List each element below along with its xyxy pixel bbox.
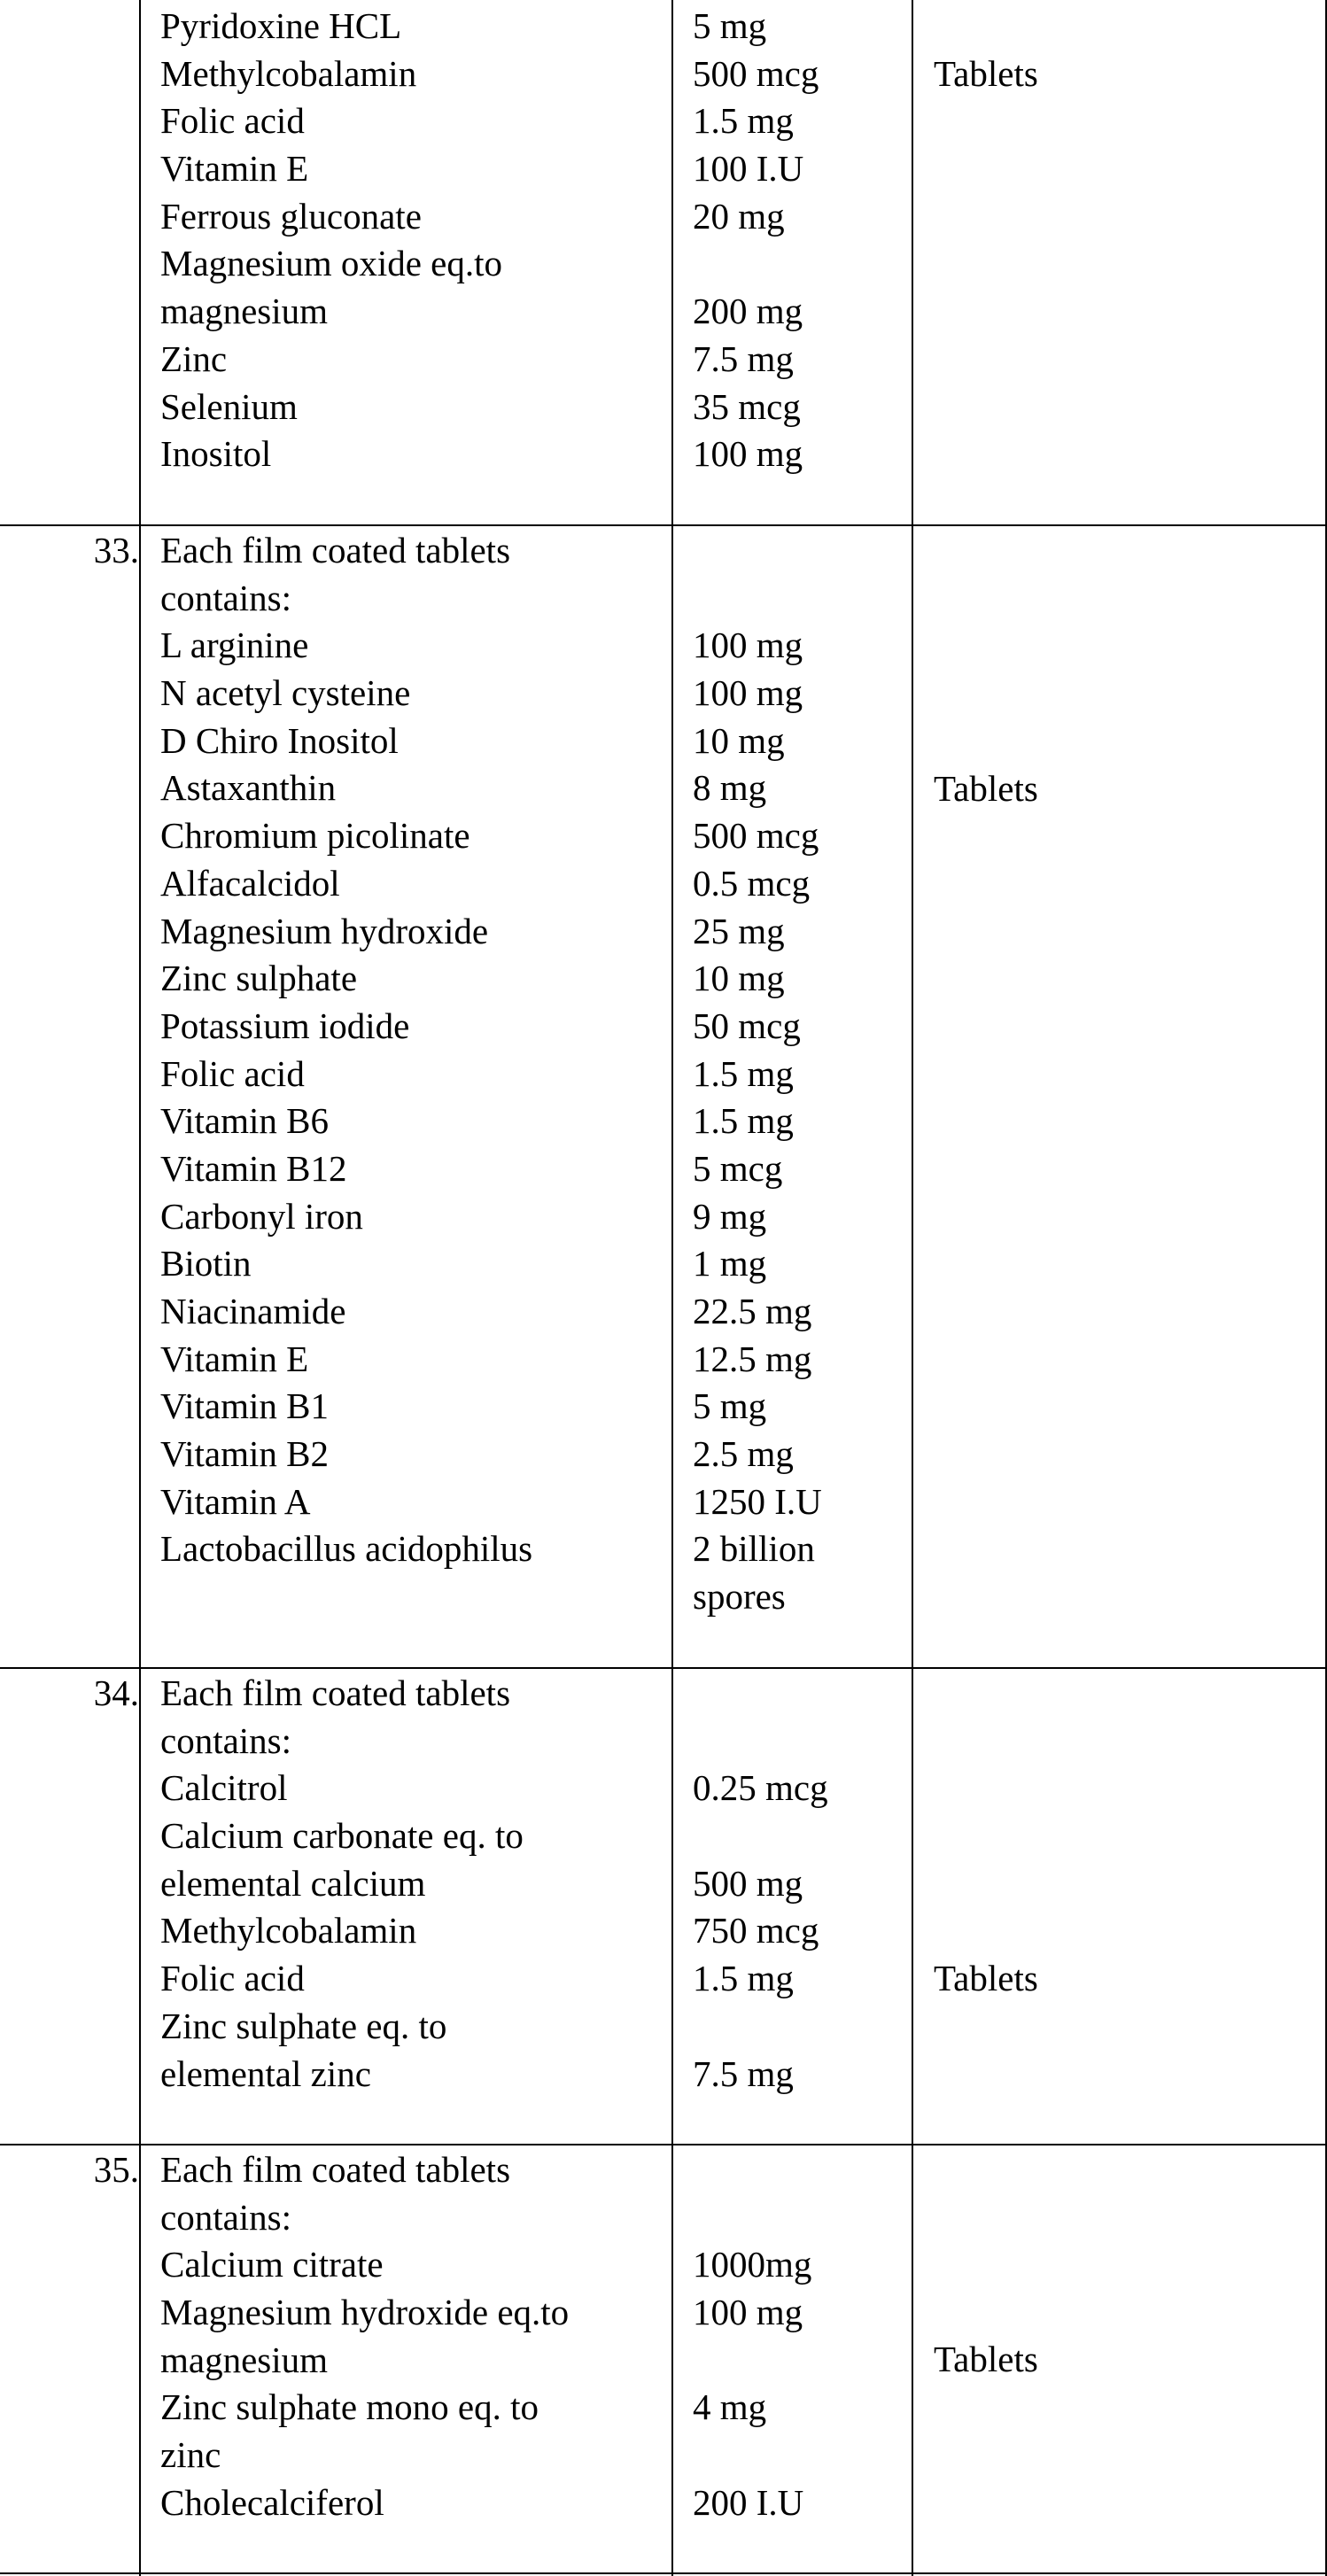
quantity-value: 5 mcg bbox=[693, 1147, 783, 1189]
quantity-value: 1000mg bbox=[693, 2244, 812, 2285]
quantity-value bbox=[693, 1812, 828, 1860]
ingredient-name: Vitamin B1 bbox=[160, 1385, 330, 1427]
ingredient-name: Magnesium oxide eq.to bbox=[160, 243, 503, 284]
quantity-value bbox=[693, 2432, 811, 2479]
quantity-value: 10 mg bbox=[693, 958, 785, 999]
ingredient-name: Vitamin E bbox=[160, 1338, 309, 1379]
quantity-value: 1.5 mg bbox=[693, 1100, 794, 1142]
row-number: 34. bbox=[93, 1672, 139, 1713]
quantity-value: 20 mg bbox=[693, 195, 785, 237]
quantity-value: 500 mcg bbox=[693, 815, 819, 857]
ingredient-name: Zinc sulphate mono eq. to bbox=[160, 2386, 539, 2428]
quantity-value: 8 mg bbox=[693, 767, 767, 809]
quantity-value: 2.5 mg bbox=[693, 1433, 794, 1475]
ingredient-name: Zinc sulphate bbox=[160, 958, 358, 999]
quantity-value: 10 mg bbox=[693, 719, 785, 761]
ingredient-name: D Chiro Inositol bbox=[160, 719, 399, 761]
quantity-value: 7.5 mg bbox=[693, 338, 794, 379]
quantity-value: 100 I.U bbox=[693, 148, 804, 190]
ingredient-name: Alfacalcidol bbox=[160, 862, 340, 904]
quantity-value bbox=[693, 575, 822, 623]
table-border-bottom bbox=[0, 2572, 1327, 2574]
ingredient-name: Zinc sulphate eq. to bbox=[160, 2005, 447, 2046]
quantity-value: 25 mg bbox=[693, 910, 785, 951]
quantity-value: 50 mcg bbox=[693, 1005, 801, 1046]
ingredient-name: Vitamin E bbox=[160, 148, 309, 190]
ingredient-list bbox=[160, 2146, 569, 2527]
ingredient-name: Magnesium hydroxide eq.to bbox=[160, 2292, 570, 2333]
ingredient-name: N acetyl cysteine bbox=[160, 672, 411, 714]
ingredient-name: elemental calcium bbox=[160, 1862, 426, 1904]
quantity-value: 1.5 mg bbox=[693, 100, 794, 142]
quantity-list bbox=[693, 2146, 811, 2527]
ingredient-name: Calcitrol bbox=[160, 1767, 288, 1809]
ingredient-name: Zinc bbox=[160, 338, 228, 379]
ingredient-name: Methylcobalamin bbox=[160, 52, 417, 94]
ingredient-name: magnesium bbox=[160, 291, 329, 332]
quantity-value: 1250 I.U bbox=[693, 1480, 822, 1522]
quantity-value: 200 I.U bbox=[693, 2481, 804, 2523]
quantity-value bbox=[693, 2194, 811, 2242]
ingredient-name: Astaxanthin bbox=[160, 767, 337, 809]
ingredient-name: Magnesium hydroxide bbox=[160, 910, 489, 951]
ingredient-name: magnesium bbox=[160, 2339, 329, 2380]
ingredient-name: Chromium picolinate bbox=[160, 815, 470, 857]
ingredient-name: Cholecalciferol bbox=[160, 2481, 384, 2523]
ingredient-name: Pyridoxine HCL bbox=[160, 5, 402, 46]
ingredient-name: Biotin bbox=[160, 1243, 252, 1284]
ingredient-name: Selenium bbox=[160, 385, 298, 427]
ingredient-name: elemental zinc bbox=[160, 2052, 371, 2094]
ingredient-name: Vitamin B12 bbox=[160, 1147, 347, 1189]
quantity-value: 4 mg bbox=[693, 2386, 767, 2428]
quantity-value: 2 billion bbox=[693, 1528, 815, 1570]
row-number: 35. bbox=[93, 2149, 139, 2190]
quantity-value: 100 mg bbox=[693, 672, 803, 714]
dosage-form: Tablets bbox=[934, 2339, 1038, 2379]
row-divider bbox=[0, 2144, 1327, 2145]
row-number: 33. bbox=[93, 530, 139, 570]
quantity-list bbox=[693, 527, 822, 1621]
table-border-left bbox=[139, 0, 141, 2576]
ingredient-name: Calcium carbonate eq. to bbox=[160, 1815, 524, 1857]
row-divider bbox=[0, 524, 1327, 526]
quantity-value: 5 mg bbox=[693, 1385, 767, 1427]
quantity-value bbox=[693, 1718, 828, 1765]
ingredient-name: Ferrous gluconate bbox=[160, 195, 422, 237]
ingredient-list bbox=[160, 1670, 524, 2098]
ingredient-name: Each film coated tablets bbox=[160, 1672, 511, 1713]
quantity-value: 9 mg bbox=[693, 1195, 767, 1237]
quantity-value bbox=[693, 527, 822, 575]
ingredient-name: Vitamin B2 bbox=[160, 1433, 330, 1475]
ingredient-name: Vitamin A bbox=[160, 1480, 311, 1522]
quantity-value: 100 mg bbox=[693, 2292, 803, 2333]
ingredient-name: Vitamin B6 bbox=[160, 1100, 330, 1142]
ingredient-name: Inositol bbox=[160, 433, 272, 475]
quantity-value bbox=[693, 2003, 828, 2051]
ingredient-name: Carbonyl iron bbox=[160, 1195, 363, 1237]
ingredient-list bbox=[160, 3, 502, 478]
ingredient-name: Folic acid bbox=[160, 1052, 305, 1094]
quantity-value: 1.5 mg bbox=[693, 1958, 794, 1999]
table-border-quantity bbox=[912, 0, 913, 2576]
quantity-value: 1 mg bbox=[693, 1243, 767, 1284]
quantity-value: 7.5 mg bbox=[693, 2052, 794, 2094]
dosage-form: Tablets bbox=[934, 53, 1038, 94]
quantity-value: 0.5 mcg bbox=[693, 862, 811, 904]
quantity-value: 500 mg bbox=[693, 1862, 803, 1904]
quantity-value bbox=[693, 2337, 811, 2385]
table-border-ingredients bbox=[671, 0, 673, 2576]
quantity-value: 100 mg bbox=[693, 433, 803, 475]
quantity-list bbox=[693, 1670, 828, 2098]
quantity-value: 100 mg bbox=[693, 625, 803, 666]
ingredient-name: Lactobacillus acidophilus bbox=[160, 1528, 533, 1570]
row-divider bbox=[0, 1667, 1327, 1669]
quantity-value: 1.5 mg bbox=[693, 1052, 794, 1094]
quantity-value: 500 mcg bbox=[693, 52, 819, 94]
quantity-value: 200 mg bbox=[693, 291, 803, 332]
quantity-list bbox=[693, 3, 819, 478]
quantity-value: spores bbox=[693, 1576, 786, 1618]
ingredient-name: Folic acid bbox=[160, 1958, 305, 1999]
quantity-value bbox=[693, 1670, 828, 1718]
ingredient-name: Methylcobalamin bbox=[160, 1910, 417, 1951]
ingredient-name: Folic acid bbox=[160, 100, 305, 142]
quantity-value: 0.25 mcg bbox=[693, 1767, 828, 1809]
quantity-value bbox=[693, 240, 819, 288]
quantity-value: 12.5 mg bbox=[693, 1338, 812, 1379]
dosage-form: Tablets bbox=[934, 1958, 1038, 1998]
ingredient-name: Each film coated tablets bbox=[160, 2149, 511, 2190]
quantity-value: 35 mcg bbox=[693, 385, 801, 427]
quantity-value: 5 mg bbox=[693, 5, 767, 46]
ingredient-name: Calcium citrate bbox=[160, 2244, 384, 2285]
ingredient-name: Niacinamide bbox=[160, 1291, 346, 1331]
ingredient-name: Each film coated tablets bbox=[160, 530, 511, 570]
quantity-value bbox=[693, 2146, 811, 2194]
ingredient-name: Potassium iodide bbox=[160, 1005, 410, 1046]
quantity-value: 22.5 mg bbox=[693, 1291, 812, 1331]
ingredient-name: L arginine bbox=[160, 625, 309, 666]
ingredient-name: contains: bbox=[160, 1719, 292, 1761]
quantity-value: 750 mcg bbox=[693, 1910, 819, 1951]
ingredient-name: contains: bbox=[160, 2196, 292, 2238]
ingredient-name: contains: bbox=[160, 577, 292, 618]
ingredient-name: zinc bbox=[160, 2434, 221, 2476]
dosage-form: Tablets bbox=[934, 768, 1038, 809]
ingredient-list bbox=[160, 527, 532, 1573]
